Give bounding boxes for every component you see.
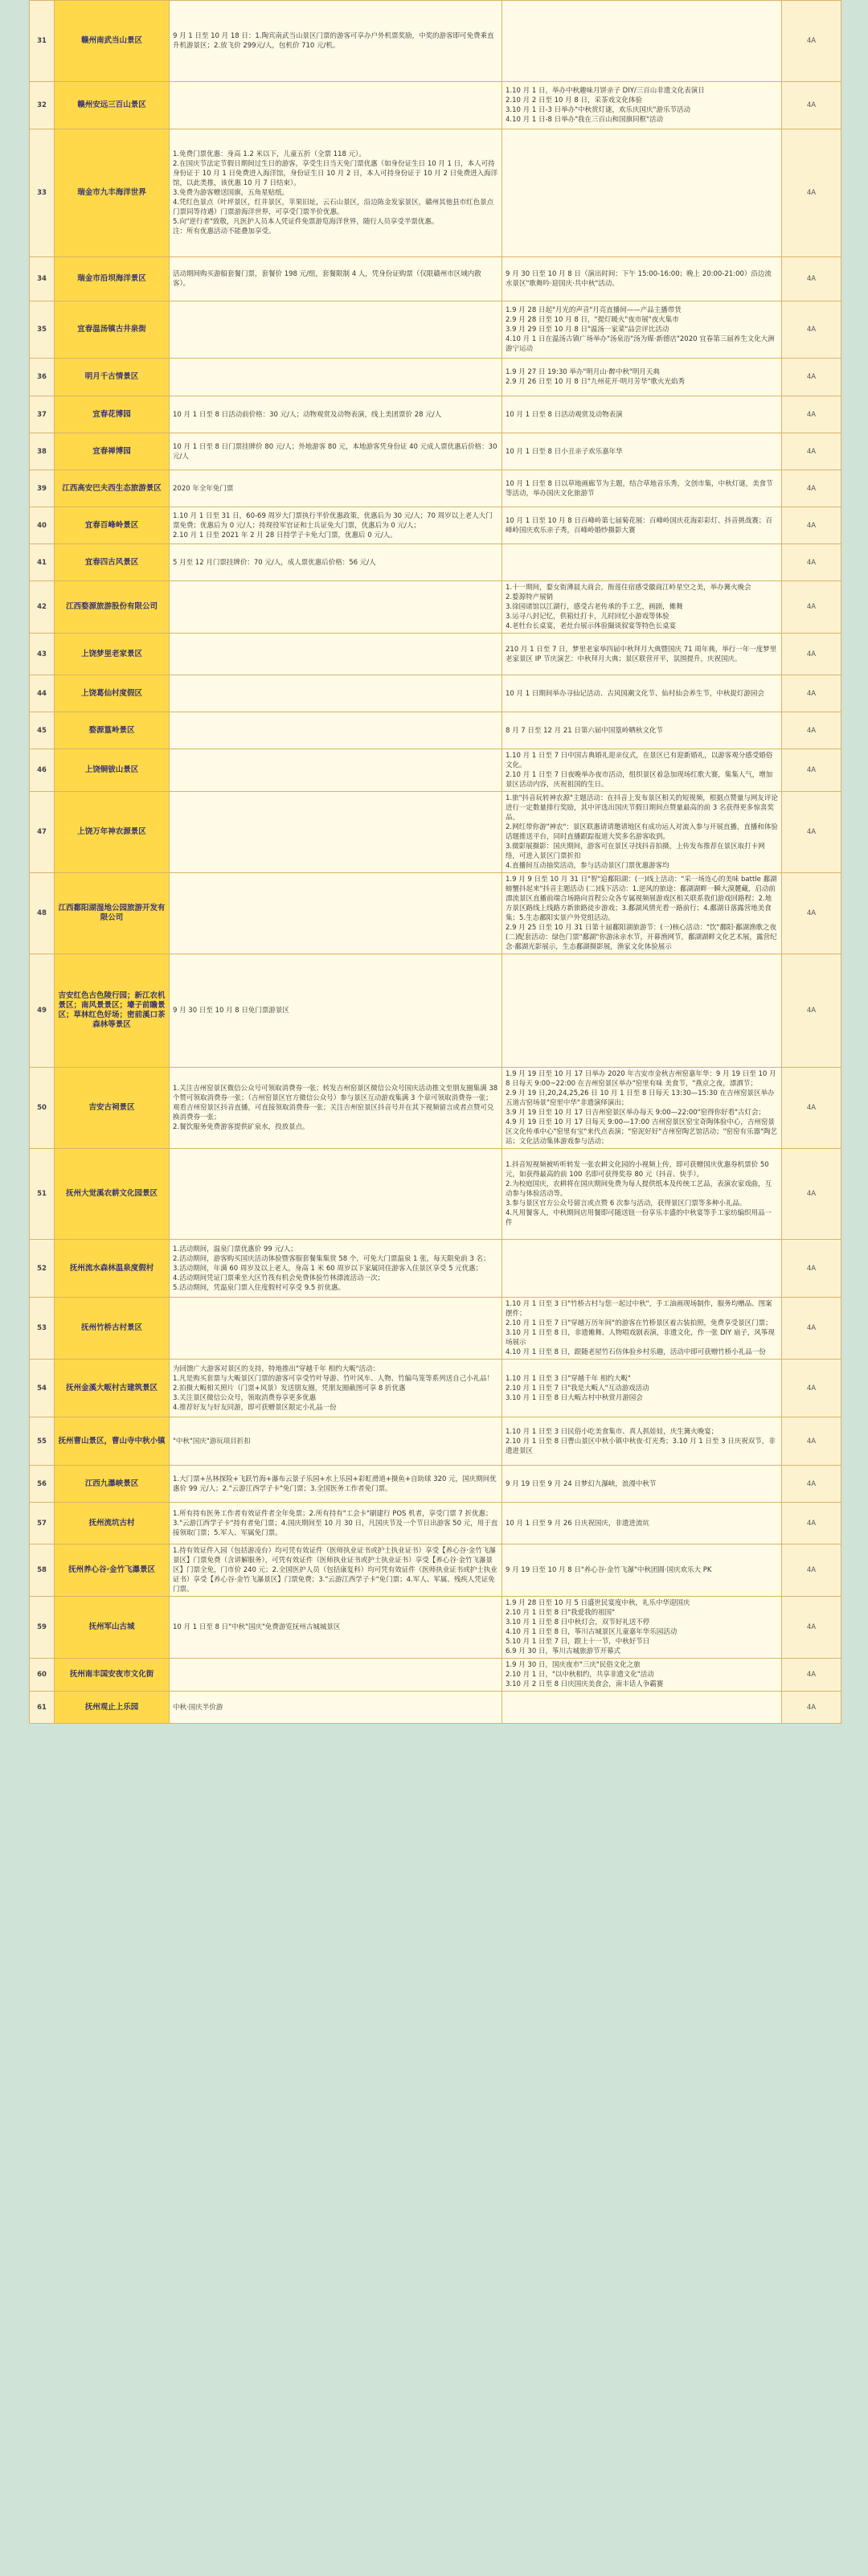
- row-number: 38: [30, 433, 55, 470]
- rating-level: 4A: [782, 1068, 841, 1149]
- scenic-area-name: 宜春禅博园: [55, 433, 170, 470]
- table-row: [30, 301, 841, 359]
- ticket-offer-text: 1.所有持有医务工作者有效证件者全年免票；2.所有持有"工会卡"刷建行 POS 机者，享受门票 7 折优惠；3."云游江西学子卡"持有者免门票；4.国庆期间至 10 月 30 日，凡国庆节及一个节日出游客 50 元，用于直接领取门票；5.军人、军属免门票。: [170, 1503, 502, 1544]
- row-number: 46: [30, 749, 55, 792]
- activity-text: [502, 1692, 782, 1724]
- row-number: 37: [30, 396, 55, 433]
- table-row: [30, 1298, 841, 1360]
- rating-level: 4A: [782, 359, 841, 396]
- row-number: 61: [30, 1692, 55, 1724]
- row-number: 34: [30, 257, 55, 301]
- scenic-area-name: 宜春温汤镇古井泉街: [55, 301, 170, 359]
- table-row: [30, 873, 841, 954]
- row-number: 31: [30, 1, 55, 82]
- rating-level: 4A: [782, 1503, 841, 1544]
- scenic-area-name: 抚州曹山景区，曹山寺中秋小镇: [55, 1417, 170, 1466]
- table-row: [30, 1659, 841, 1692]
- rating-level: 4A: [782, 433, 841, 470]
- scenic-area-name: 上饶梦里老家景区: [55, 634, 170, 675]
- scenic-area-name: 上饶万年神农源景区: [55, 792, 170, 873]
- row-number: 59: [30, 1597, 55, 1659]
- activity-text: 1.10 月 1 日至 7 日中国古典婚礼迎亲仪式，在景区已有迎新婚礼，以游客观分感受婚俗文化。 2.10 月 1 日至 7 日夜晚举办夜市活动，组织景区着急加现场红歌大赛，集集人气，增加景区活动内容，庆祝祖国的生日。: [502, 749, 782, 792]
- scenic-area-name: 抚州大觉溪农耕文化园景区: [55, 1149, 170, 1240]
- activity-text: 1.10 月 1 日至 3 日民俗小吃美食集市、真人抓娃娃，庆生篝火晚宴； 2.10 月 1 日至 8 日曹山景区中秋小镇中秋夜·灯光秀；3.10 月 1 日至 3 日庆祝双节，非遗进景区: [502, 1417, 782, 1466]
- table-row: [30, 1544, 841, 1597]
- table-wrapper: [29, 0, 841, 1724]
- row-number: 35: [30, 301, 55, 359]
- table-row: [30, 1068, 841, 1149]
- activity-text: 10 月 1 日至 9 月 26 日庆祝国庆，非遗进流坑: [502, 1503, 782, 1544]
- ticket-offer-text: [170, 581, 502, 634]
- row-number: 52: [30, 1240, 55, 1298]
- table-row: [30, 1360, 841, 1417]
- row-number: 51: [30, 1149, 55, 1240]
- rating-level: 4A: [782, 749, 841, 792]
- scenic-area-name: 抚州竹桥古村景区: [55, 1298, 170, 1360]
- ticket-offer-text: 9 月 30 日至 10 月 8 日免门票游景区: [170, 954, 502, 1068]
- table-body: [30, 1, 841, 1724]
- rating-level: 4A: [782, 396, 841, 433]
- rating-level: 4A: [782, 544, 841, 581]
- row-number: 49: [30, 954, 55, 1068]
- ticket-offer-text: 2020 年全年免门票: [170, 470, 502, 507]
- activity-text: [502, 1240, 782, 1298]
- rating-level: 4A: [782, 792, 841, 873]
- ticket-offer-text: 中秋·国庆半价游: [170, 1692, 502, 1724]
- rating-level: 4A: [782, 954, 841, 1068]
- rating-level: 4A: [782, 675, 841, 712]
- row-number: 42: [30, 581, 55, 634]
- table-row: [30, 544, 841, 581]
- scenic-area-name: 江西婺源旅游股份有限公司: [55, 581, 170, 634]
- row-number: 33: [30, 129, 55, 257]
- row-number: 44: [30, 675, 55, 712]
- activity-text: 1.9 月 28 日至 10 月 5 日盛世民宴度中秋，礼乐中华迎国庆 2.10 月 1 日至 8 日"我爱我的祖国" 3.10 月 1 日至 8 日中秋灯会，双节好礼送不停 4.10 月 1 日至 8 日，筝川古城景区儿童嘉年华乐园活动 5.10 月 1 日至 7 日，跟上十一节，中秋好节日 6.9 月 30 日，筝川古城旅游节开幕式: [502, 1597, 782, 1659]
- table-row: [30, 1466, 841, 1503]
- activity-text: [502, 954, 782, 1068]
- activity-text: 210 月 1 日至 7 日，梦里老家举四届中秋拜月大典暨国庆 71 周年典，举行一年一度梦里老家景区 IP 节庆演艺：中秋拜月大典；景区联营开平，氛围提升，庆祝国庆。: [502, 634, 782, 675]
- rating-level: 4A: [782, 1298, 841, 1360]
- table-row: [30, 792, 841, 873]
- activity-text: 1.10 月 1 日，举办中秋趣味月饼亲子 DIY/三百山非遗文化表演日 2.10 月 2 日至 10 月 8 日，采茶戏文化体验 3.10 月 1 日-3 日举办"中秋赏灯谜，欢乐庆国庆"游乐节活动 4.10 月 1 日-8 日举办"我在三百山和国旗同框"活动: [502, 82, 782, 129]
- rating-level: 4A: [782, 581, 841, 634]
- rating-level: 4A: [782, 82, 841, 129]
- scenic-area-name: 抚州流坑古村: [55, 1503, 170, 1544]
- activity-text: 8 月 7 日至 12 月 21 日第六届中国篁岭晒秋文化节: [502, 712, 782, 749]
- activity-text: 1.9 月 30 日，国庆夜市"三庆"民俗文化之旅 2.10 月 1 日，"以中秋相约，共享非遗文化"活动 3.10 月 2 日至 8 日庆国庆美食会，南丰话人争霸赛: [502, 1659, 782, 1692]
- rating-level: 4A: [782, 712, 841, 749]
- activity-text: [502, 544, 782, 581]
- ticket-offer-text: 10 月 1 日至 8 日活动前价格：30 元/人；动物观赏及动物表演，线上美团票价 28 元/人: [170, 396, 502, 433]
- table-row: [30, 1597, 841, 1659]
- ticket-offer-text: [170, 792, 502, 873]
- ticket-offer-text: [170, 359, 502, 396]
- row-number: 43: [30, 634, 55, 675]
- ticket-offer-text: [170, 82, 502, 129]
- row-number: 56: [30, 1466, 55, 1503]
- ticket-offer-text: 1.大门票+丛林探险+飞跃竹海+瀑布云景子乐园+水上乐园+彩虹滑道+摄鱼+自助球 320 元，国庆期间优惠价 99 元/人；2."云游江西学子卡"免门票；3.全国医务工作者免门票。: [170, 1466, 502, 1503]
- table-row: [30, 129, 841, 257]
- ticket-offer-text: [170, 712, 502, 749]
- row-number: 45: [30, 712, 55, 749]
- row-number: 53: [30, 1298, 55, 1360]
- table-row: [30, 257, 841, 301]
- activity-text: 10 月 1 日期间举办寻仙记活动、古风国潮文化节、仙村仙会养生节，中秋捉灯游园会: [502, 675, 782, 712]
- rating-level: 4A: [782, 470, 841, 507]
- activity-text: 1.9 月 28 日起"月光的声音"月亮直播间——产品主播带货 2.9 月 28 日至 10 月 8 日，"提灯暖火"夜市展"夜火集市 3.9 月 29 日至 10 月 8 日"温汤一家菜"品尝评比活动 4.10 月 1 日在温汤古镇广场举办"汤泉浴"汤为媒·新德店"2020 宜春第三届养生文化大洲游宁运动: [502, 301, 782, 359]
- rating-level: 4A: [782, 257, 841, 301]
- scenic-area-name: 江西高安巴夫西生态旅游景区: [55, 470, 170, 507]
- scenic-area-name: 婺源篁岭景区: [55, 712, 170, 749]
- table-row: [30, 954, 841, 1068]
- scenic-area-name: 明月千古情景区: [55, 359, 170, 396]
- ticket-offer-text: 1.关注吉州窑景区微信公众号可领取消费券一张；转发吉州窑景区微信公众号国庆活动推文至朋友圈集满 38 个赞可领取消费券一张；（吉州窑景区官方微信公众号）参与景区互动游戏集满 3 个章可领取消费券一张；观看吉州窑景区抖音直播，可直接领取消费券一张；关注吉州窑景区抖音号并在其下视频留言或者点赞可兑换消费券一张； 2.餐饮服务免费游客提供矿泉水，投放景点。: [170, 1068, 502, 1149]
- row-number: 57: [30, 1503, 55, 1544]
- table-row: [30, 82, 841, 129]
- scenic-area-name: 吉安红色古色陵行园；新江农机景区；南风景景区；壕子前瞻景区；草林红色好场；密前溪口茶森林等景区: [55, 954, 170, 1068]
- ticket-offer-text: 1.持有效证件入园（包括游凌台）均可凭有效证件（医师执业证书或护士执业证书）享受【养心谷·金竹飞瀑景区】门票免费（含讲解服务），可凭有效证件（医师执业证书或护士执业证书）享受【养心谷·金竹飞瀑景区】门票全免，门市价 240 元；2.全国医护人员（包括康复科）均可凭有效证件（医师执业证书或护士执业证书）享受【养心谷·金竹飞瀑景区】门票免费；3."云游江西学子卡"免门票；4.军人、军属、残疾人凭证免门票。: [170, 1544, 502, 1597]
- table-row: [30, 1503, 841, 1544]
- rating-level: 4A: [782, 1149, 841, 1240]
- scenic-area-name: 抚州流水森林温泉度假村: [55, 1240, 170, 1298]
- table-row: [30, 433, 841, 470]
- ticket-offer-text: 1.免费门票优惠：身高 1.2 米以下，儿童五折（全票 118 元）。 2.在国庆节法定节假日期间过生日的游客，享受生日当天免门票优惠（如身份证生日 10 月 1 日，本人可持身份证于 10 月 1 日免费进入海洋馆，身份证生日 10 月 2 日，本人可持身份证于 10 月 2 日免费进入海洋馆，以此类推，该优惠 10 月 7 日结束）。 3.免费为游客赠送国旗，五角星贴纸。 4.凭红色景点（叶坪景区，红井景区，苹果旧址，云石山景区，沿边陈金发家景区，赣州其他县市红色景点门票同等待遇）门票游海洋世界，可享受门票半价优惠。 5.向"逆行者"致敬，凡医护人员本人凭证件免票游览海洋世界，随行人员享受半票优惠。 注：所有优惠活动不能叠加享受。: [170, 129, 502, 257]
- scenic-area-name: 瑞金市九丰海洋世界: [55, 129, 170, 257]
- table-row: [30, 1692, 841, 1724]
- ticket-offer-text: 9 月 1 日至 10 月 18 日：1.陶宾南武当山景区门票的游客可享办户外机票奖励，中奖的游客即可免费乘直升机游景区；2.放飞价 299元/人，包机价 710 元/机。: [170, 1, 502, 82]
- table-row: [30, 1417, 841, 1466]
- rating-level: 4A: [782, 1240, 841, 1298]
- rating-level: 4A: [782, 1466, 841, 1503]
- activity-text: 1.10 月 1 日至 3 日"竹桥古村与您一起过中秋"，手工油画现场制作，服务均赠品、图案摆件； 2.10 月 1 日至 7 日"穿越万历年间"的游客在竹桥景区着古装拍照，免费享受景区门票； 3.10 月 1 日至 8 日，非遗傩舞、人物唱戏剧表演，非遗文化，作一张 DIY 扇子，风筝现场展示 4.10 月 1 日至 8 日，跟随老屋竹石仿体验乡村乐趣，活动中即可获赠竹桥小礼品一份: [502, 1298, 782, 1360]
- activity-text: 1.旅"抖音玩转神农源"主题活动：在抖音上发布景区相关的短视频，根据点赞量与网友评论进行一定数量排行奖励，其中评选出国庆节假日期间点赞量最高的前 3 名获得更多惊喜奖品。 2.网红带你游"神农"：景区联惠请请邀请地区有成功运人对流入参与开展直播，直播和体验话题推送平台，同时直播跟踪报道大奖多名游客收到。 3.微影展摄影：国庆期间，游客可在景区寻找抖音拍摄，上传发布推荐在景区取打卡网络，可进入景区门票折扣 4.直播间互动抽奖活动，参与活动景区门票优惠游客均: [502, 792, 782, 873]
- row-number: 58: [30, 1544, 55, 1597]
- row-number: 39: [30, 470, 55, 507]
- table-row: [30, 396, 841, 433]
- activity-text: [502, 1, 782, 82]
- scenic-area-name: 抚州观止上乐园: [55, 1692, 170, 1724]
- scenic-area-name: 吉安古祠景区: [55, 1068, 170, 1149]
- ticket-offer-text: 活动期间购买游船套餐门票，套餐价 198 元/组，套餐限制 4 人，凭身份证购票（仅限赣州市区域内散客）。: [170, 257, 502, 301]
- table-row: [30, 1, 841, 82]
- table-row: [30, 359, 841, 396]
- ticket-offer-text: [170, 1659, 502, 1692]
- ticket-offer-text: [170, 675, 502, 712]
- activity-text: [502, 129, 782, 257]
- rating-level: 4A: [782, 634, 841, 675]
- table-row: [30, 1149, 841, 1240]
- scenic-area-name: 江西鄱阳湖湿地公园旅游开发有限公司: [55, 873, 170, 954]
- row-number: 54: [30, 1360, 55, 1417]
- ticket-offer-text: [170, 1149, 502, 1240]
- row-number: 48: [30, 873, 55, 954]
- scenic-area-name: 宜春四古风景区: [55, 544, 170, 581]
- row-number: 41: [30, 544, 55, 581]
- table-row: [30, 749, 841, 792]
- row-number: 40: [30, 507, 55, 544]
- rating-level: 4A: [782, 1417, 841, 1466]
- row-number: 47: [30, 792, 55, 873]
- scenic-area-name: 抚州养心谷·金竹飞瀑景区: [55, 1544, 170, 1597]
- activity-text: 1.10 月 1 日至 3 日"穿越千年 相约大畈" 2.10 月 1 日至 7 日"我是大畈人"互动游戏活动 3.10 月 1 日至 8 日大畈古村中秋赏月游园会: [502, 1360, 782, 1417]
- activity-text: 9 月 30 日至 10 月 8 日（演出时间：下午 15:00-16:00；晚上 20:00-21:00）沿边流水景区"歌舞吟·迎国庆·共中秋"活动。: [502, 257, 782, 301]
- row-number: 55: [30, 1417, 55, 1466]
- table-row: [30, 581, 841, 634]
- ticket-offer-text: [170, 749, 502, 792]
- ticket-offer-text: 5 月至 12 月门票挂牌价：70 元/人，成人票优惠后价格：56 元/人: [170, 544, 502, 581]
- scenic-area-name: 江西九瀑峡景区: [55, 1466, 170, 1503]
- ticket-offer-text: 为回馈广大游客对景区的支持，特地推出"穿越千年 相约大畈"活动： 1.凡是购买套票与大畈景区门票的游客可享受竹叶导游、竹叶风车、人物、竹编鸟笼等系列送自己小礼品！ 2.拍摄大畈相关照片（门票+风景）发送朋友圈，凭朋友圈截图可享 8 折优惠 3.关注景区微信公众号，领取消费券享更多优惠 4.推荐好友与好友同游，即可获赠景区限定小礼品一份: [170, 1360, 502, 1417]
- activity-text: 1.9 月 9 日至 10 月 31 日"智"追鄱阳湖：(一)线上活动："采一场连心的美味 battle 鄱湖螃蟹抖起来"抖音主题活动 (二)线下活动：1.逆风的旅途：鄱湖湖畔一瞬大漠麓藏，启动前漂流景区直播前端合场路向首程公众各专属视频展游戏区相关联系我们游戏回路程；2.地方景区路线上线路方新旅路徒步游戏；3.鄱湖风情光看一路前行；4.鄱湖日落露营地美食集；5.生态鄱阳实景户外党组活动。 2.9 月 25 日至 10 月 31 日第十届鄱阳湖旅游节：(一)核心活动："饮"鄱阳·鄱湖渔歌之夜(二)配套活动：绿色门票"鄱湖"你游泳亲水节，开幕渔网节，鄱湖湖畔文化艺术展，露营纪念·鄱湖光影展示，生态鄱湖摄影展，渔家文化体验展示: [502, 873, 782, 954]
- table-row: [30, 507, 841, 544]
- rating-level: 4A: [782, 1597, 841, 1659]
- rating-level: 4A: [782, 129, 841, 257]
- row-number: 36: [30, 359, 55, 396]
- table-row: [30, 1240, 841, 1298]
- table-row: [30, 634, 841, 675]
- scenic-area-name: 上饶铜钹山景区: [55, 749, 170, 792]
- rating-level: 4A: [782, 1, 841, 82]
- scenic-area-name: 抚州金溪大畈村古建筑景区: [55, 1360, 170, 1417]
- rating-level: 4A: [782, 1360, 841, 1417]
- ticket-offer-text: 10 月 1 日至 8 日"中秋"国庆"免费游览抚州古城城景区: [170, 1597, 502, 1659]
- scenic-area-name: 宜春百峰岭景区: [55, 507, 170, 544]
- table-row: [30, 675, 841, 712]
- ticket-offer-text: [170, 873, 502, 954]
- rating-level: 4A: [782, 1659, 841, 1692]
- activity-text: 9 月 19 日至 9 月 24 日梦幻九瀑峡，浪漫中秋节: [502, 1466, 782, 1503]
- row-number: 50: [30, 1068, 55, 1149]
- table-row: [30, 712, 841, 749]
- scenic-area-name: 抚州军山古城: [55, 1597, 170, 1659]
- activity-text: 1.十一期间，婺女街薄晨大商会，衙莲住宿感受徽商江岭星空之美，举办篝火晚会 2.婺源特产展销 3.徐园诸馆以江湖行，感受古老传承的手工艺，画剧，傩舞 3.运寻八封记忆，供箱灶打卡，儿时回忆小游戏等体验 4.老牡台长桌宴，老灶台展示体验撮谈叙宴等特色长桌宴: [502, 581, 782, 634]
- activity-text: 1.9 月 27 日 19:30 举办"明月山·醉中秋"明月天典 2.9 月 26 日至 10 月 8 日"九州花开·明月芳华"歌火光焰秀: [502, 359, 782, 396]
- row-number: 60: [30, 1659, 55, 1692]
- scenic-area-table: [29, 0, 841, 1724]
- ticket-offer-text: 1.10 月 1 日至 31 日，60-69 周岁大门票执行半价优惠政策，优惠后为 30 元/人；70 周岁以上老人大门票免费；优惠后为 0 元/人；持现役军官证和士兵证免大门票，优惠后为 0 元/人； 2.10 月 1 日至 2021 年 2 月 28 日持学子卡免大门票，优惠后 0 元/人。: [170, 507, 502, 544]
- ticket-offer-text: [170, 1298, 502, 1360]
- ticket-offer-text: 10 月 1 日至 8 日门票挂牌价 80 元/人；外地游客 80 元，本地游客凭身份证 40 元成人票优惠后价格：30 元/人: [170, 433, 502, 470]
- rating-level: 4A: [782, 1544, 841, 1597]
- activity-text: 1.抖音短视频被听听转发一张农耕文化园的小视频上传，即可获赠国庆优惠券机票价 50 元，如获得最高的前 100 名即可获得奖券 80 元（抖音、快手）。 2.为校庭国庆，农耕将在国庆期间免费为每人提供纸本及传统工艺品，表演农家戏曲，互动参与体验活动等。 3.参与景区官方公众号留言或点赞 6 次参与活动，获得景区门票等多种小礼品。 4.凡用餐客人，中秋期间店用餐即可随送钮一份享乐丰盛的中秋宴等手工家纺编织用品一件: [502, 1149, 782, 1240]
- rating-level: 4A: [782, 1692, 841, 1724]
- scenic-area-name: 赣州安远三百山景区: [55, 82, 170, 129]
- ticket-offer-text: [170, 301, 502, 359]
- row-number: 32: [30, 82, 55, 129]
- scenic-area-name: 宜春花博园: [55, 396, 170, 433]
- scenic-area-name: 瑞金市沿坝海洋景区: [55, 257, 170, 301]
- activity-text: 9 月 19 日至 10 月 8 日"养心谷·金竹飞瀑"中秋团圆·国庆欢乐大 PK: [502, 1544, 782, 1597]
- scenic-area-name: 抚州南丰国安夜市文化街: [55, 1659, 170, 1692]
- activity-text: 10 月 1 日至 8 日小丑亲子欢乐嘉年华: [502, 433, 782, 470]
- rating-level: 4A: [782, 507, 841, 544]
- rating-level: 4A: [782, 873, 841, 954]
- ticket-offer-text: [170, 634, 502, 675]
- ticket-offer-text: 1.活动期间，温泉门票优惠价 99 元/人； 2.活动期间，游客购买国庆活动体验暨客服套餐集集赏 58 个，可免大门票温泉 1 张，每天限免前 3 名； 3.活动期间，年满 60 周岁及以上老人，身高 1 米 60 周岁以下家属同住游客入住景区享受 5 元优惠； 4.活动期间凭证门票乘坐大区竹筏有机会免费体验竹林漂流活动一次； 5.活动期间，凭温泉门票入住度假村可享受 9.5 折优惠。: [170, 1240, 502, 1298]
- table-row: [30, 470, 841, 507]
- activity-text: 10 月 1 日至 8 日以草地画廊节为主题，结合草地音乐秀，文创市集，中秋灯谜，美食节等活动，举办国庆文化旅游节: [502, 470, 782, 507]
- ticket-offer-text: "中秋"国庆"游玩项目折扣: [170, 1417, 502, 1466]
- activity-text: 1.9 月 19 日至 10 月 17 日举办 2020 年吉安市金秋吉州窑嘉年华：9 月 19 日至 10 月 8 日每天 9:00~22:00 在吉州窑景区举办"窑里有味 美食节，"燕京之夜，漂酒节； 2.9 月 19 日,20,24,25,26 日 10 月 1 日至 8 日每天 13:30—15:30 在吉州窑景区举办五道古窑场景"窑里中华"非遗演绎演出； 3.9 月 19 日至 10 月 17 日吉州窑景区举办每天 9:00—22:00"窑得你好看"古灯会； 4.9 月 19 日至 10 月 17 日每天 9:00—17:00 吉州窑景区窑宝奇陶体验中心，吉州窑景区文化传承中心"窑里有宝"来代点表演；"窑泥好好"吉州窑陶艺馆活动；"窑窑有乐器"陶艺站；文化活动集体游戏参与活动；: [502, 1068, 782, 1149]
- scenic-area-name: 上饶葛仙村度假区: [55, 675, 170, 712]
- scenic-area-name: 赣州南武当山景区: [55, 1, 170, 82]
- rating-level: 4A: [782, 301, 841, 359]
- activity-text: 10 月 1 日至 10 月 8 日百峰岭第七届菊花展：百峰岭国庆花海彩彩灯、抖音挑战赛；百峰岭国庆欢乐亲子秀，百峰岭婚纱摄影大赛: [502, 507, 782, 544]
- activity-text: 10 月 1 日至 8 日活动观赏及动物表演: [502, 396, 782, 433]
